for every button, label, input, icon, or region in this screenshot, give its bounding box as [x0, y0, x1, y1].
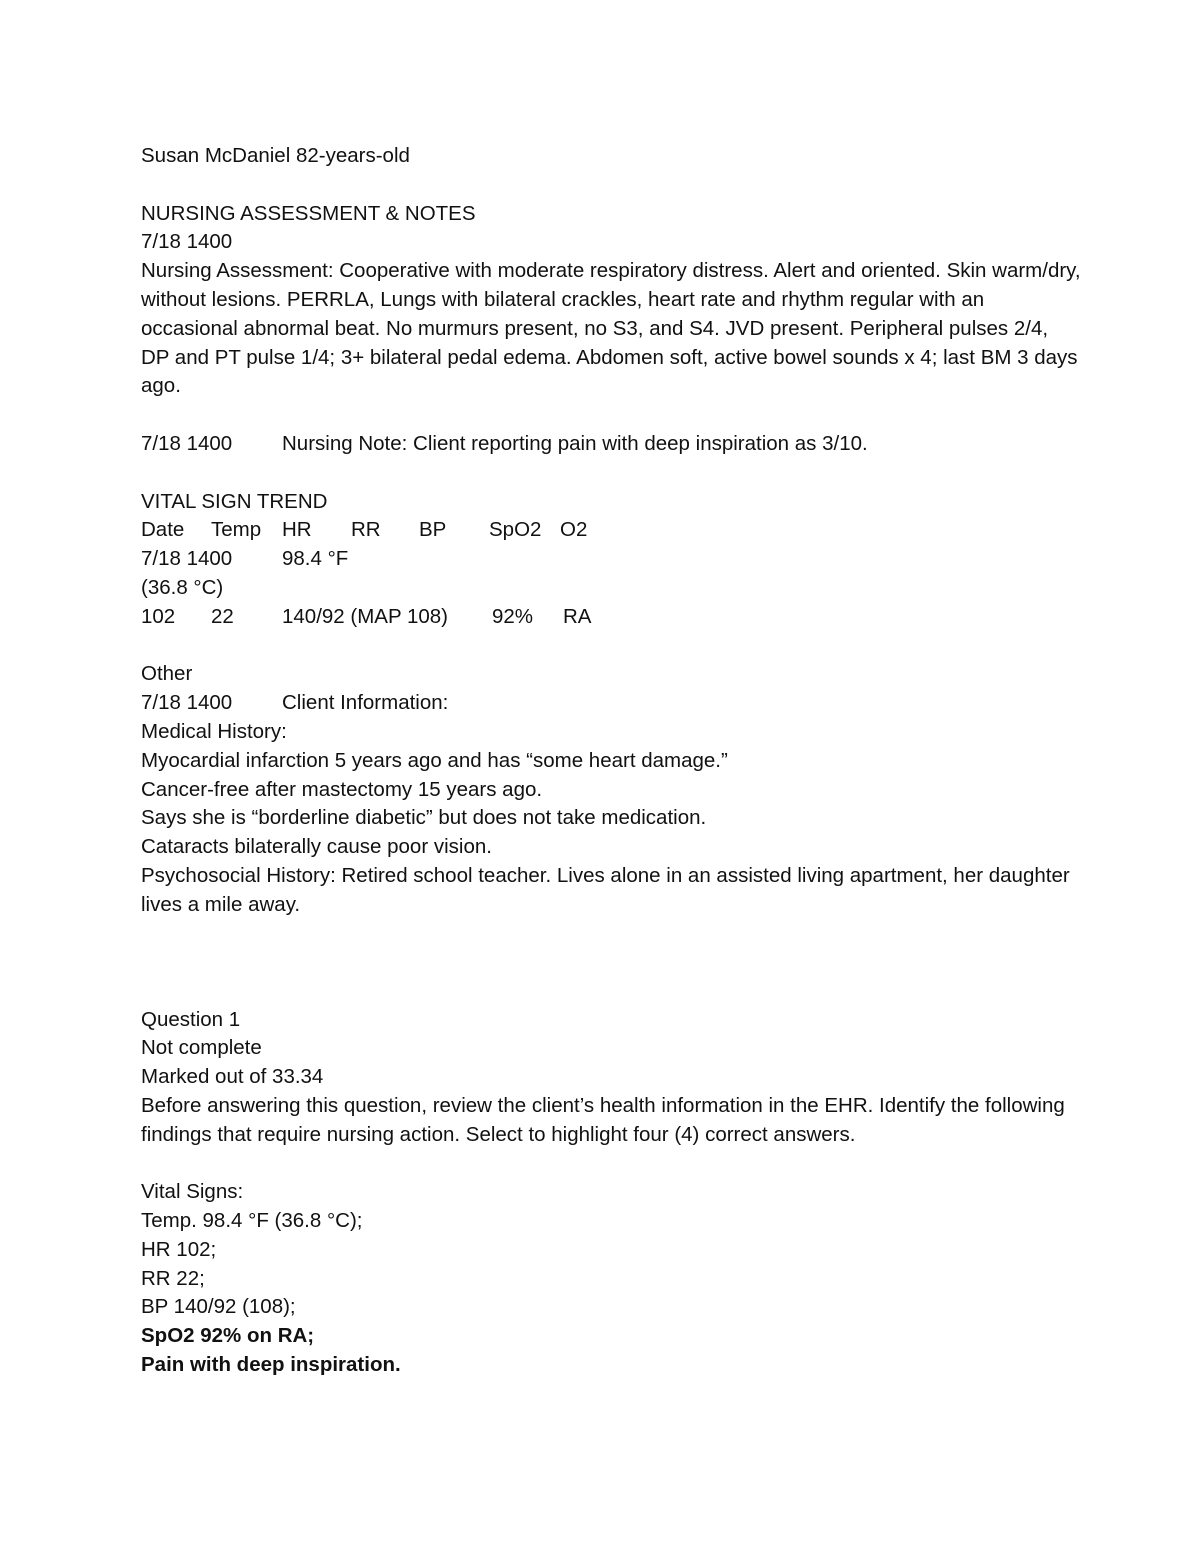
note-datetime: 7/18 1400 — [141, 431, 233, 455]
psychosocial-history: Psychosocial History: Retired school teacher. Lives alone in an assisted living apartment, her daughter lives a mile away. — [141, 863, 1070, 916]
vitals-temp-c: (36.8 °C) — [141, 575, 224, 599]
vitals-rr: 22 — [211, 604, 234, 628]
spacer — [141, 401, 1081, 430]
spacer — [141, 1150, 1081, 1179]
history-item: Myocardial infarction 5 years ago and has “some heart damage.” — [141, 748, 728, 772]
finding-option[interactable]: Temp. 98.4 °F (36.8 °C); — [141, 1209, 363, 1233]
other-heading: Other — [141, 662, 193, 686]
vitals-col-temp: Temp — [211, 518, 262, 542]
vitals-col-hr: HR — [282, 518, 312, 542]
vital-signs-label: Vital Signs: — [141, 1180, 244, 1204]
vitals-col-o2: O2 — [560, 518, 588, 542]
nursing-note — [141, 430, 1081, 459]
vitals-hr: 102 — [141, 604, 176, 628]
vitals-data-row — [141, 545, 1081, 574]
client-info-row — [141, 689, 1081, 718]
spacer — [141, 920, 1081, 1006]
assessment-datetime: 7/18 1400 — [141, 230, 233, 254]
history-item: Cancer-free after mastectomy 15 years ago. — [141, 777, 543, 801]
finding-option[interactable]: BP 140/92 (108); — [141, 1295, 296, 1319]
vitals-bp: 140/92 (MAP 108) — [282, 604, 449, 628]
vitals-col-rr: RR — [351, 518, 381, 542]
spacer — [141, 171, 1081, 200]
medical-history-label: Medical History: — [141, 719, 287, 743]
note-text: Nursing Note: Client reporting pain with deep inspiration as 3/10. — [282, 431, 868, 455]
vitals-col-bp: BP — [419, 518, 447, 542]
spacer — [141, 459, 1081, 488]
spacer — [141, 632, 1081, 661]
history-item: Says she is “borderline diabetic” but does not take medication. — [141, 806, 707, 830]
assessment-text: Nursing Assessment: Cooperative with moderate respiratory distress. Alert and oriented. Skin warm/dry, without lesions. PERRLA, Lungs with bilateral crackles, heart rate and rhythm regular with an occasional abnormal beat. No murmurs present, no S3, and S4. JVD present. Peripheral pulses 2/4, DP and PT pulse 1/4; 3+ bilateral pedal edema. Abdomen soft, active bowel sounds x 4; last BM 3 days ago. — [141, 259, 1081, 398]
vitals-temp-f: 98.4 °F — [282, 547, 349, 571]
other-datetime: 7/18 1400 — [141, 691, 233, 715]
vitals-date: 7/18 1400 — [141, 547, 233, 571]
question-marks: Marked out of 33.34 — [141, 1065, 324, 1089]
vitals-o2: RA — [563, 604, 592, 628]
question-prompt: Before answering this question, review the client’s health information in the EHR. Identify the following findings that require nursing action. Select to highlight four (4) correct answers. — [141, 1093, 1065, 1146]
vitals-col-date: Date — [141, 518, 185, 542]
finding-option-selected[interactable]: SpO2 92% on RA; — [141, 1324, 315, 1348]
finding-option[interactable]: HR 102; — [141, 1237, 217, 1261]
question-title: Question 1 — [141, 1007, 241, 1031]
client-info-label: Client Information: — [282, 691, 449, 715]
patient-header: Susan McDaniel 82-years-old — [141, 144, 410, 167]
vitals-col-spo2: SpO2 — [489, 518, 542, 542]
assessment-heading: NURSING ASSESSMENT & NOTES — [141, 201, 476, 225]
vitals-data-row — [141, 603, 1081, 632]
vitals-heading: VITAL SIGN TREND — [141, 489, 328, 513]
vitals-spo2: 92% — [492, 604, 534, 628]
document-page — [141, 142, 1081, 1380]
history-item: Cataracts bilaterally cause poor vision. — [141, 835, 492, 859]
question-status: Not complete — [141, 1036, 262, 1060]
finding-option[interactable]: RR 22; — [141, 1266, 205, 1290]
finding-option-selected[interactable]: Pain with deep inspiration. — [141, 1353, 401, 1377]
vitals-header-row — [141, 516, 1081, 545]
